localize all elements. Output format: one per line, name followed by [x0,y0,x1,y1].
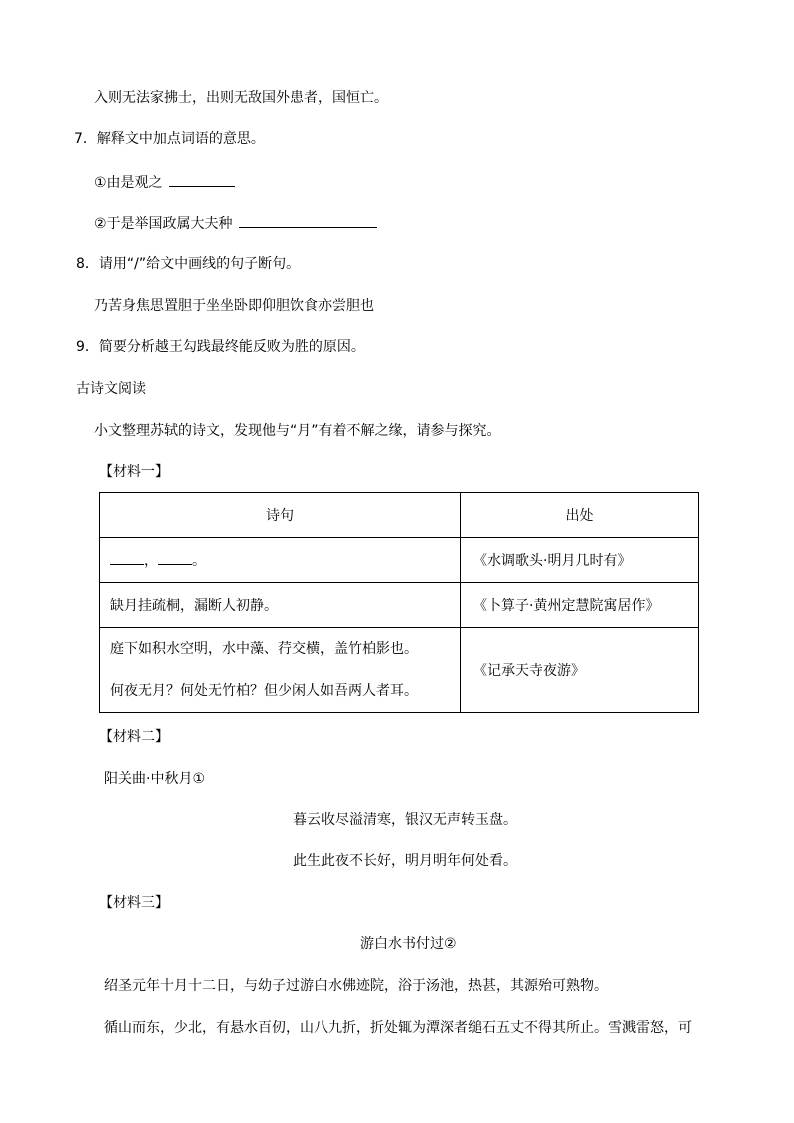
col-header-verse: 诗句 [100,493,461,538]
table-row [100,583,699,628]
source-cell: 《卜算子·黄州定慧院寓居作》 [461,583,699,628]
answer-blank-2[interactable] [239,213,377,228]
verse-cell: 缺月挂疏桐，漏断人初静。 [100,583,461,628]
source-cell: 《水调歌头·明月几时有》 [461,538,699,583]
source-cell: 《记承天寺夜游》 [461,628,699,713]
question-7: 7．解释文中加点词语的意思。 [74,131,265,147]
poem-line-2: 此生此夜不长好，明月明年何处看。 [293,853,517,869]
essay-title: 游白水书付过② [360,936,457,952]
col-header-source: 出处 [461,493,699,538]
material-2-label: 【材料二】 [99,729,169,745]
question-7-item-2-text: ②于是举国政属大夫种 [94,216,233,232]
question-7-item-2 [94,213,377,234]
verse-cell [100,628,461,713]
passage-last-line: 入则无法家拂士，出则无敌国外患者，国恒亡。 [94,90,388,106]
verse-cell-blank [100,538,461,583]
question-7-item-1 [94,172,235,193]
table-row [100,628,699,713]
answer-blank-1[interactable] [169,172,235,187]
verse-line-2: 何夜无月？何处无竹柏？但少闲人如吾两人者耳。 [110,683,418,699]
material-1-label: 【材料一】 [99,464,169,480]
intro-text: 小文整理苏轼的诗文，发现他与“月”有着不解之缘，请参与探究。 [94,423,501,439]
essay-paragraph-2: 循山而东，少北，有悬水百仞，山八九折，折处辄为潭深者缒石五丈不得其所止。雪溅雷怒，可 [104,1020,692,1036]
essay-paragraph-1: 绍圣元年十月十二日，与幼子过游白水佛迹院，浴于汤池，热甚，其源殆可熟物。 [104,978,608,994]
poem-title: 阳关曲·中秋月① [104,771,206,787]
poem-line-1: 暮云收尽溢清寒，银汉无声转玉盘。 [293,812,517,828]
table-row [100,538,699,583]
table-header-row [100,493,699,538]
verse-blank-2[interactable] [158,550,192,565]
question-9: 9．简要分析越王勾践最终能反败为胜的原因。 [76,339,365,355]
material-3-label: 【材料三】 [99,895,169,911]
verse-sep-1: ， [144,553,158,569]
verse-line-1: 庭下如积水空明，水中藻、荇交横，盖竹柏影也。 [110,641,418,657]
material-1-table [99,492,699,713]
question-8-sentence: 乃苦身焦思置胆于坐坐卧即仰胆饮食亦尝胆也 [94,298,374,314]
verse-blank-1[interactable] [110,550,144,565]
question-8: 8．请用“/”给文中画线的句子断句。 [76,256,301,272]
verse-sep-2: 。 [192,553,206,569]
section-title: 古诗文阅读 [76,381,146,397]
question-7-item-1-text: ①由是观之 [94,175,163,191]
